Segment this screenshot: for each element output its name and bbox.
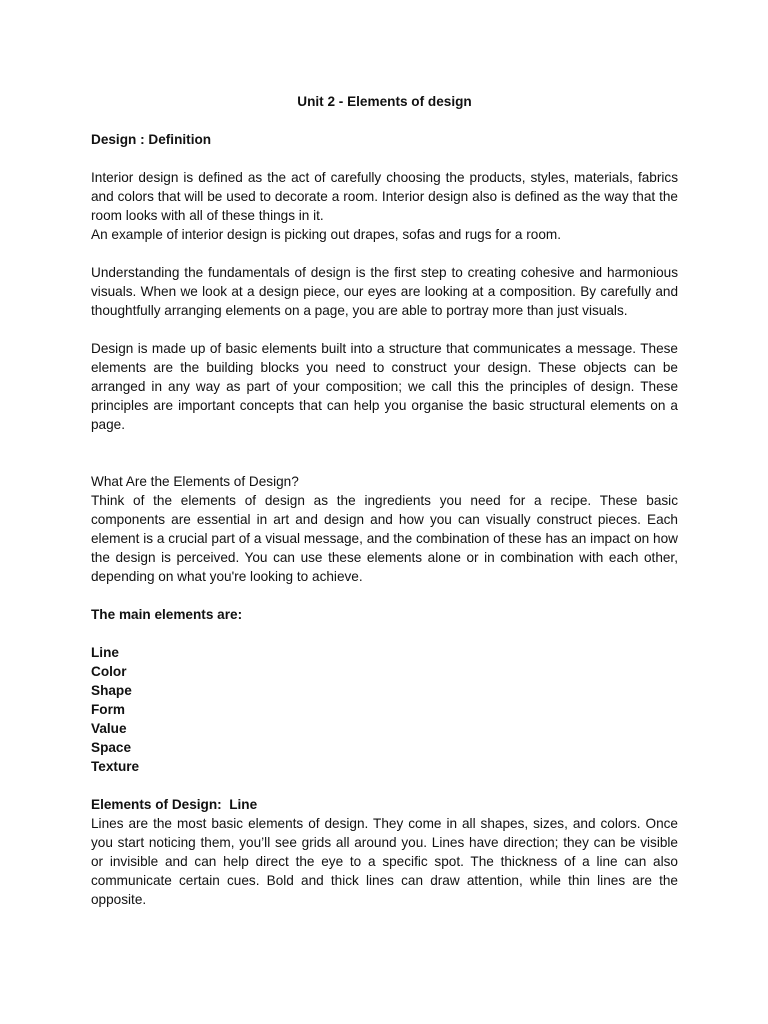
list-item-space: Space xyxy=(91,740,132,755)
list-item-value: Value xyxy=(91,721,127,736)
definition-heading: Design : Definition xyxy=(91,132,212,147)
list-item-texture: Texture xyxy=(91,759,140,774)
spacer xyxy=(91,244,678,263)
structure-paragraph: Design is made up of basic elements built into a structure that communicates a message. These elements are the building blocks you need to construct your design. These objects can be arranged in any way as part of your composition; we call this the principles of design. These principles are important concepts that can help you organise the basic structural elements on a page. xyxy=(91,341,678,432)
spacer xyxy=(91,149,678,168)
list-item-form: Form xyxy=(91,702,125,717)
definition-paragraph-1: Interior design is defined as the act of carefully choosing the products, styles, materials, fabrics and colors that will be used to decorate a room. Interior design also is defined as the way that the room looks with all of these things in it. xyxy=(91,170,678,223)
elements-list xyxy=(91,643,678,776)
list-item-color: Color xyxy=(91,664,127,679)
definition-paragraph-2: An example of interior design is picking out drapes, sofas and rugs for a room. xyxy=(91,227,561,242)
list-item-line: Line xyxy=(91,645,119,660)
fundamentals-paragraph: Understanding the fundamentals of design is the first step to creating cohesive and harmonious visuals. When we look at a design piece, our eyes are looking at a composition. By carefully and thoughtfully arranging elements on a page, you are able to portray more than just visuals. xyxy=(91,265,678,318)
document-page xyxy=(91,92,678,909)
spacer xyxy=(91,624,678,643)
line-paragraph: Lines are the most basic elements of design. They come in all shapes, sizes, and colors. Once you start noticing them, you’ll see grids all around you. Lines have direction; they can be visible or invisible and can help direct the eye to a specific spot. The thickness of a line can also communicate certain cues. Bold and thick lines can draw attention, while thin lines are the opposite. xyxy=(91,816,678,907)
what-are-paragraph: Think of the elements of design as the ingredients you need for a recipe. These basic components are essential in art and design and how you can visually construct pieces. Each element is a crucial part of a visual message, and the combination of these has an impact on how the design is perceived. You can use these elements alone or in combination with each other, depending on what you're looking to achieve. xyxy=(91,493,678,584)
line-heading: Elements of Design: Line xyxy=(91,797,258,812)
main-elements-heading: The main elements are: xyxy=(91,607,243,622)
spacer xyxy=(91,320,678,339)
what-are-heading: What Are the Elements of Design? xyxy=(91,474,299,489)
document-title: Unit 2 - Elements of design xyxy=(297,94,472,109)
spacer xyxy=(91,776,678,795)
spacer xyxy=(91,586,678,605)
list-item-shape: Shape xyxy=(91,683,132,698)
spacer xyxy=(91,434,678,472)
